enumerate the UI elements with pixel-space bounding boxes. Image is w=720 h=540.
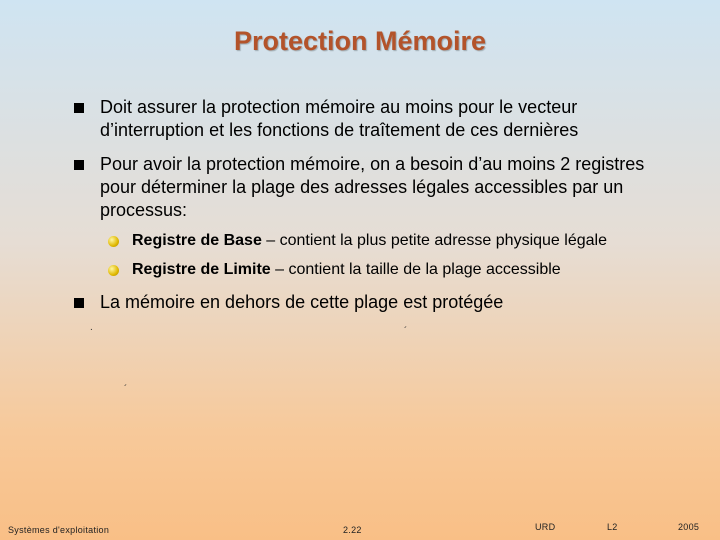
sub-bullet-2 — [108, 260, 698, 280]
round-bullet-icon — [108, 236, 119, 247]
footer-course: Systèmes d'exploitation — [8, 525, 110, 535]
slide-title: Protection Mémoire — [233, 26, 487, 56]
footer-level: L2 — [607, 522, 618, 532]
bullet-3-text: La mémoire en dehors de cette plage est protégée — [100, 292, 504, 312]
square-bullet-icon — [74, 298, 84, 308]
sub-bullet-2-text — [132, 260, 698, 280]
footer-page-number: 2.22 — [343, 525, 362, 535]
footer-year: 2005 — [678, 522, 700, 532]
speck: ´ — [404, 326, 408, 337]
speck: . — [90, 322, 93, 333]
round-bullet-icon — [108, 265, 119, 276]
bullet-1-text: Doit assurer la protection mémoire au moins pour le vecteur d’interruption et les fonctions de traîtement de ces dernières — [100, 97, 579, 140]
sub-bullet-1-term: Registre de Base — [132, 232, 262, 249]
sub-bullet-1-text — [132, 231, 698, 251]
bullet-2 — [74, 153, 674, 222]
footer-school: URD — [535, 522, 556, 532]
square-bullet-icon — [74, 160, 84, 170]
bullet-3 — [74, 291, 674, 314]
sub-bullet-2-term: Registre de Limite — [132, 261, 271, 278]
bullet-1 — [74, 96, 674, 142]
sub-bullet-1-desc: – contient la plus petite adresse physique légale — [261, 232, 607, 249]
sub-bullet-2-desc: – contient la taille de la plage accessible — [270, 261, 561, 278]
speck: ´ — [124, 384, 128, 395]
bullet-2-text: Pour avoir la protection mémoire, on a besoin d’au moins 2 registres pour déterminer la plage des adresses légales accessibles par un processus: — [100, 154, 645, 220]
square-bullet-icon — [74, 103, 84, 113]
sub-bullet-1 — [108, 231, 698, 251]
